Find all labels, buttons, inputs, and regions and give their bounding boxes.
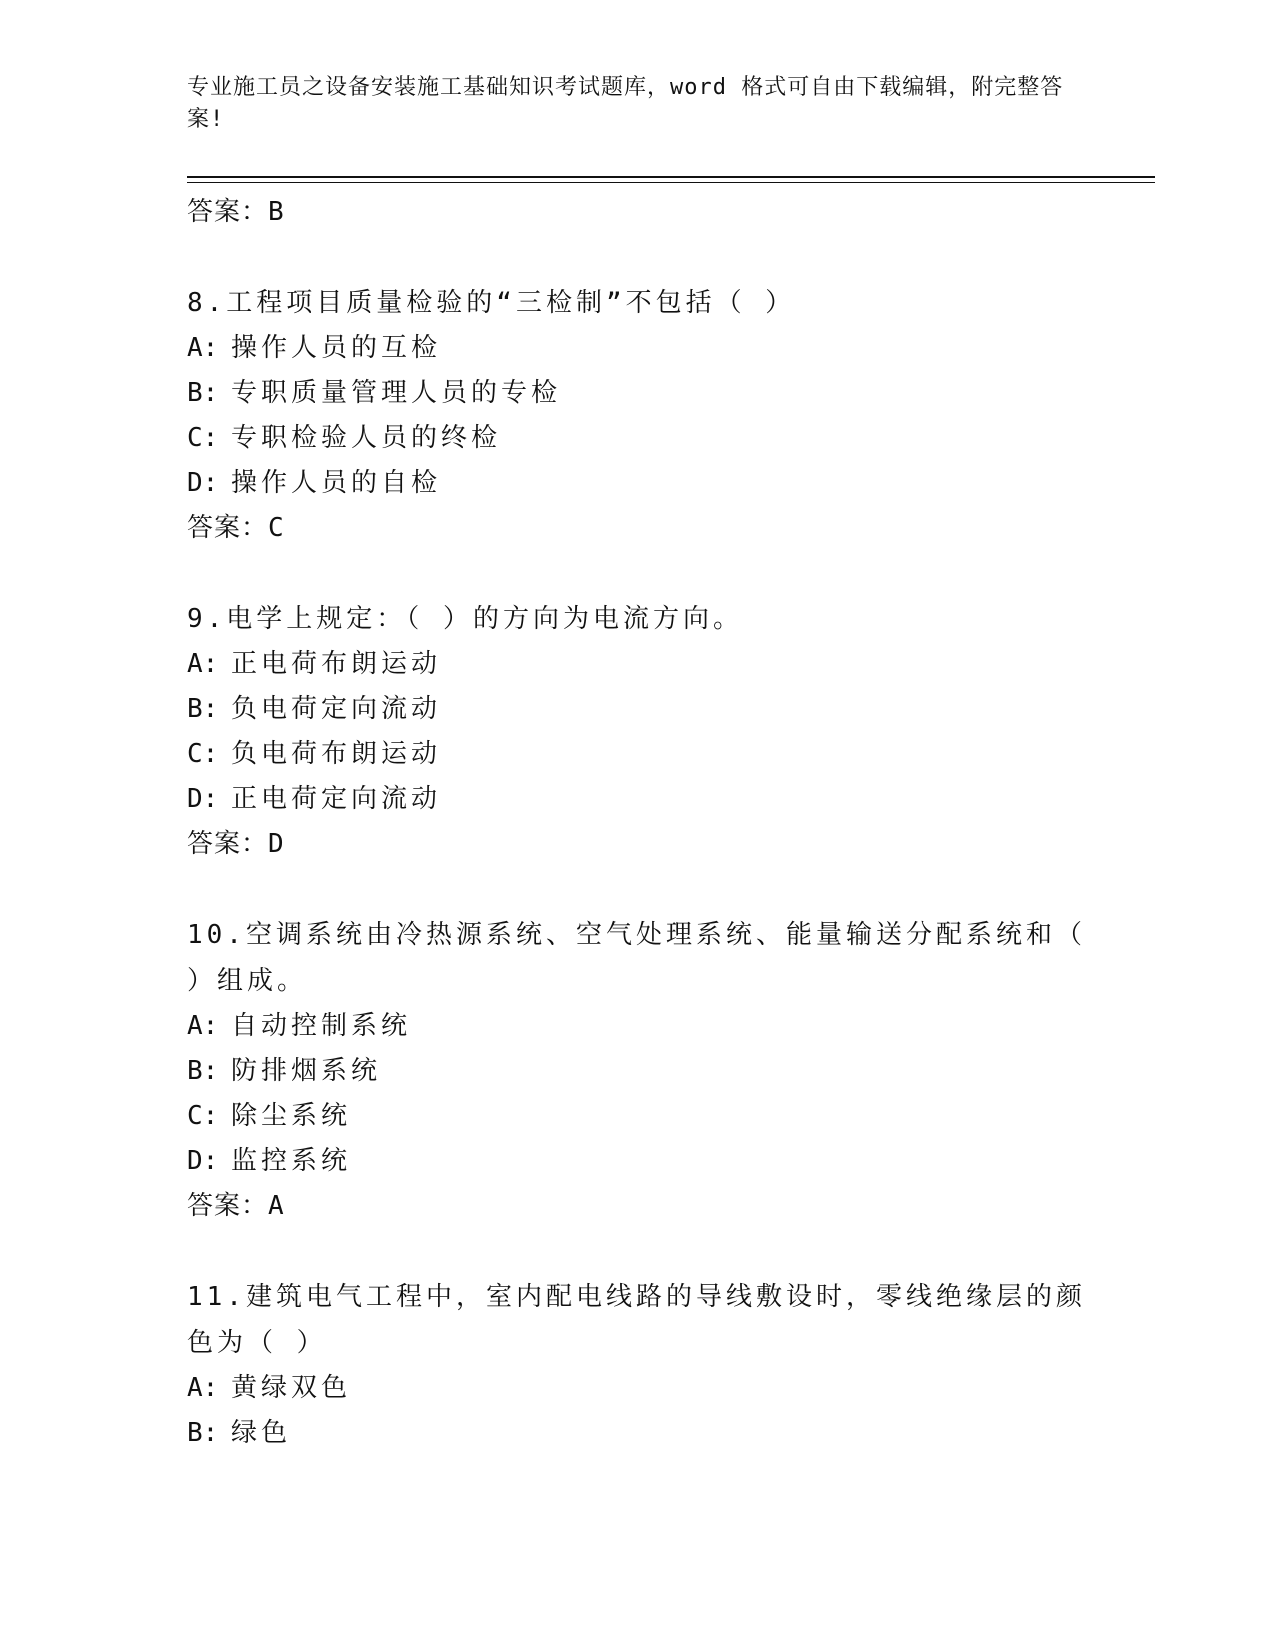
question-list: [187, 190, 1087, 1456]
option-c: [187, 416, 1087, 461]
question-block: [187, 912, 1087, 1228]
answer-line: 答案：D: [187, 829, 285, 859]
option-key: D:: [187, 1146, 219, 1176]
option-text: 专职检验人员的终检: [231, 423, 502, 453]
spacer: [187, 1228, 1087, 1274]
option-text: 操作人员的自检: [231, 468, 442, 498]
option-a: [187, 1004, 1087, 1049]
document-header: 专业施工员之设备安装施工基础知识考试题库，word 格式可自由下载编辑，附完整答案!: [187, 75, 1064, 132]
option-b: [187, 687, 1087, 732]
option-key: C:: [187, 423, 219, 453]
option-text: 负电荷布朗运动: [231, 739, 442, 769]
question-block: [187, 596, 1087, 866]
option-key: A:: [187, 333, 219, 363]
option-text: 正电荷布朗运动: [231, 649, 442, 679]
spacer: [187, 866, 1087, 912]
option-text: 操作人员的互检: [231, 333, 442, 363]
option-key: D:: [187, 784, 219, 814]
answer-line: 答案：B: [187, 197, 285, 227]
option-text: 监控系统: [231, 1146, 352, 1176]
option-d: [187, 461, 1087, 506]
option-c: [187, 1094, 1087, 1139]
question-text: 10.空调系统由冷热源系统、空气处理系统、能量输送分配系统和（ ）组成。: [187, 920, 1086, 996]
option-key: A:: [187, 1373, 219, 1403]
answer-line: 答案：A: [187, 1191, 285, 1221]
question-text: 11.建筑电气工程中，室内配电线路的导线敷设时，零线绝缘层的颜色为（ ）: [187, 1282, 1086, 1358]
question-block: [187, 1274, 1087, 1456]
option-key: A:: [187, 1011, 219, 1041]
option-d: [187, 1139, 1087, 1184]
option-a: [187, 642, 1087, 687]
option-a: [187, 326, 1087, 371]
option-key: B:: [187, 694, 219, 724]
option-key: C:: [187, 1101, 219, 1131]
option-key: D:: [187, 468, 219, 498]
option-text: 专职质量管理人员的专检: [231, 378, 562, 408]
option-text: 除尘系统: [231, 1101, 352, 1131]
header-rule-thin: [187, 182, 1155, 183]
option-text: 黄绿双色: [231, 1373, 352, 1403]
option-key: B:: [187, 378, 219, 408]
option-c: [187, 732, 1087, 777]
option-d: [187, 777, 1087, 822]
option-key: A:: [187, 649, 219, 679]
option-key: B:: [187, 1056, 219, 1086]
option-text: 绿色: [231, 1418, 292, 1448]
option-text: 自动控制系统: [231, 1011, 412, 1041]
question-text: 8.工程项目质量检验的“三检制”不包括（ ）: [187, 288, 796, 318]
spacer: [187, 234, 1087, 280]
answer-line: 答案：C: [187, 513, 285, 543]
option-b: [187, 1049, 1087, 1094]
question-block: [187, 280, 1087, 550]
option-a: [187, 1366, 1087, 1411]
option-text: 正电荷定向流动: [231, 784, 442, 814]
spacer: [187, 550, 1087, 596]
option-b: [187, 1411, 1087, 1456]
option-text: 负电荷定向流动: [231, 694, 442, 724]
header-rule-thick: [187, 176, 1155, 178]
option-b: [187, 371, 1087, 416]
option-key: B:: [187, 1418, 219, 1448]
option-key: C:: [187, 739, 219, 769]
question-text: 9.电学上规定：（ ）的方向为电流方向。: [187, 604, 743, 634]
option-text: 防排烟系统: [231, 1056, 382, 1086]
